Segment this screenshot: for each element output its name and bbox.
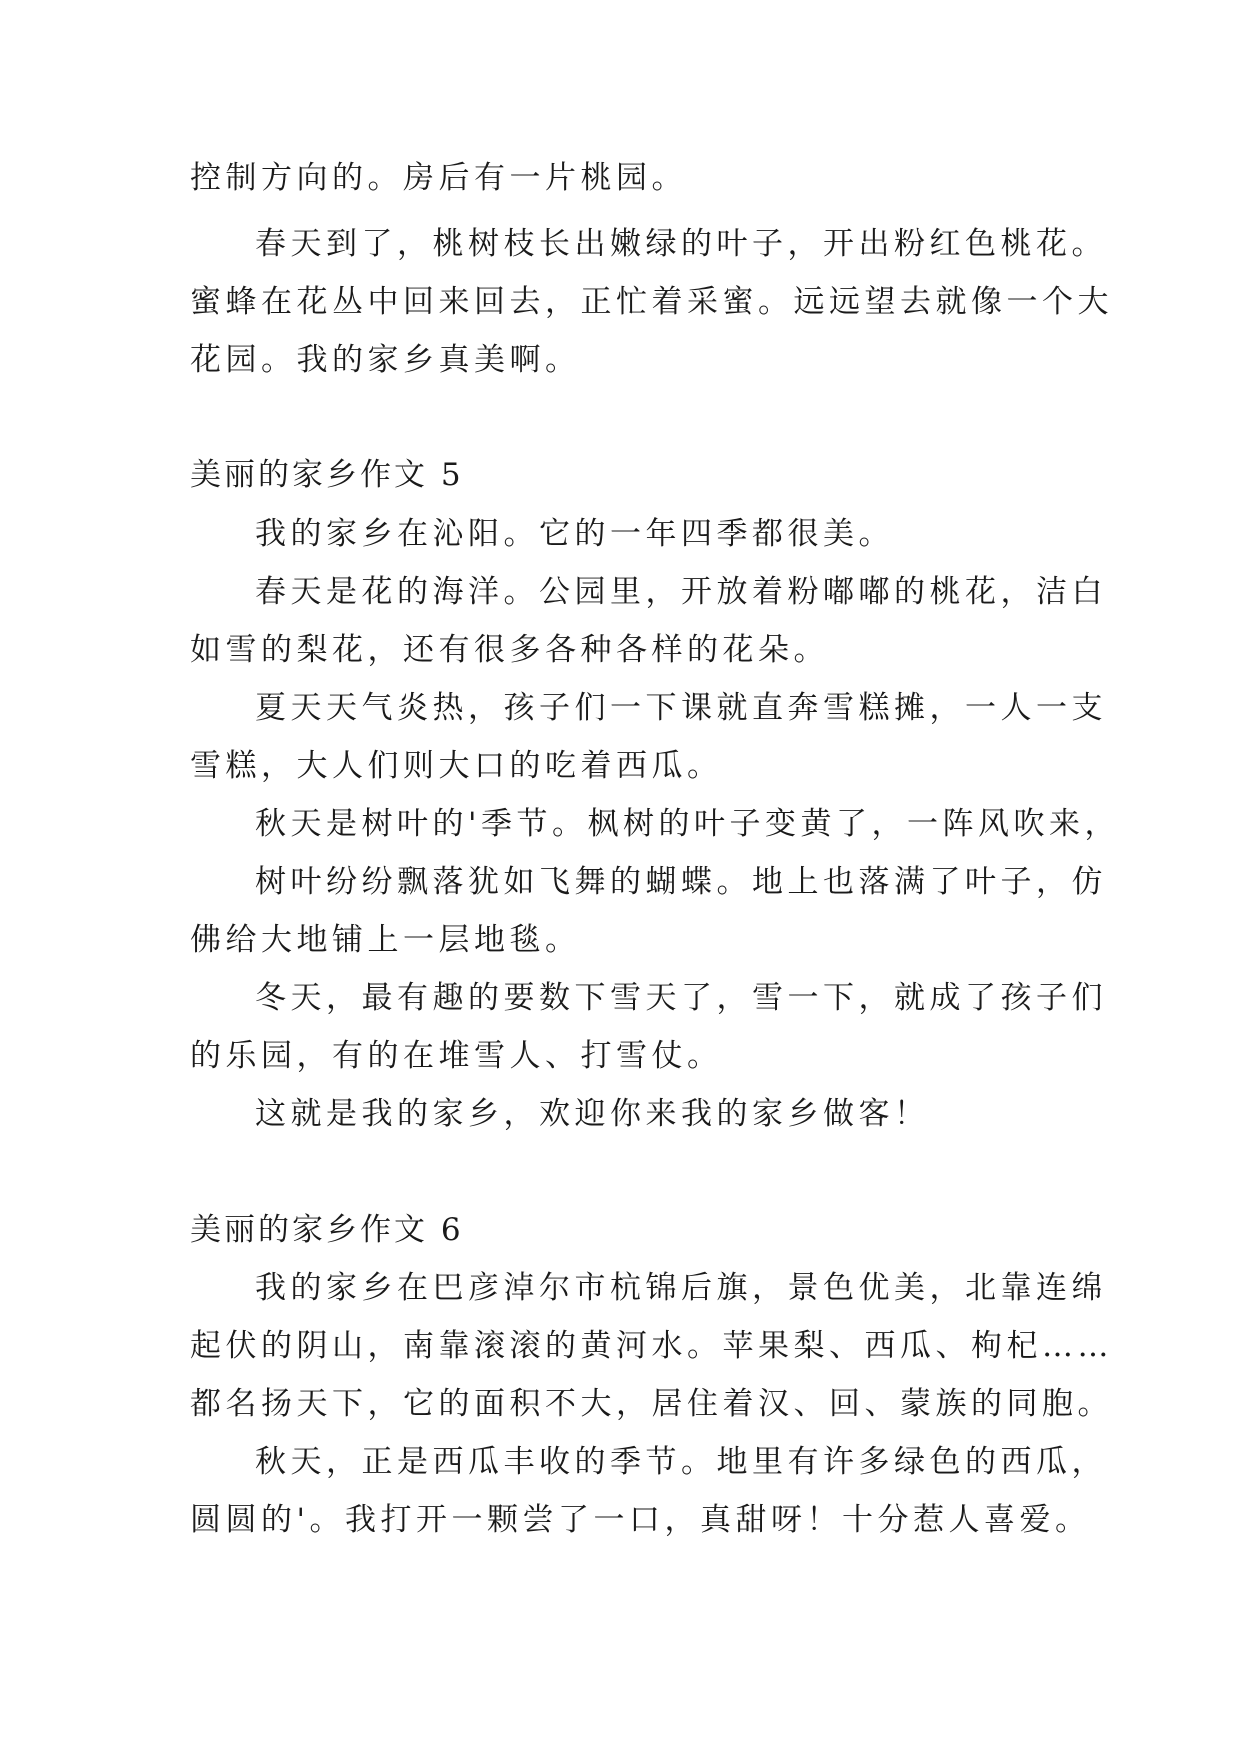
section-heading: 美丽的家乡作文 5	[190, 457, 464, 493]
text-line: 雪糕，大人们则大口的吃着西瓜。	[190, 748, 723, 784]
text-line: 我的家乡在沁阳。它的一年四季都很美。	[255, 516, 894, 552]
section-heading: 美丽的家乡作文 6	[190, 1212, 464, 1248]
text-line: 我的家乡在巴彦淖尔市杭锦后旗，景色优美，北靠连绵	[255, 1270, 1107, 1306]
text-line: 花园。我的家乡真美啊。	[190, 342, 581, 378]
text-line: 树叶纷纷飘落犹如飞舞的蝴蝶。地上也落满了叶子，仿	[255, 864, 1107, 900]
text-line: 春天是花的海洋。公园里，开放着粉嘟嘟的桃花，洁白	[255, 574, 1107, 610]
text-line: 秋天是树叶的'季节。枫树的叶子变黄了，一阵风吹来，	[255, 806, 1121, 842]
text-line: 蜜蜂在花丛中回来回去，正忙着采蜜。远远望去就像一个大	[190, 284, 1113, 320]
text-line: 的乐园，有的在堆雪人、打雪仗。	[190, 1038, 723, 1074]
text-line: 佛给大地铺上一层地毯。	[190, 922, 581, 958]
text-line: 圆圆的'。我打开一颗尝了一口，真甜呀！十分惹人喜爱。	[190, 1502, 1091, 1538]
text-line: 冬天，最有趣的要数下雪天了，雪一下，就成了孩子们	[255, 980, 1107, 1016]
text-line: 控制方向的。房后有一片桃园。	[190, 160, 687, 196]
text-line: 春天到了，桃树枝长出嫩绿的叶子，开出粉红色桃花。	[255, 226, 1107, 262]
text-line: 起伏的阴山，南靠滚滚的黄河水。苹果梨、西瓜、枸杞……	[190, 1328, 1113, 1364]
text-line: 都名扬天下，它的面积不大，居住着汉、回、蒙族的同胞。	[190, 1386, 1113, 1422]
text-line: 如雪的梨花，还有很多各种各样的花朵。	[190, 632, 829, 668]
text-line: 秋天，正是西瓜丰收的季节。地里有许多绿色的西瓜，	[255, 1444, 1107, 1480]
text-line: 夏天天气炎热，孩子们一下课就直奔雪糕摊，一人一支	[255, 690, 1107, 726]
text-line: 这就是我的家乡，欢迎你来我的家乡做客！	[255, 1096, 930, 1132]
